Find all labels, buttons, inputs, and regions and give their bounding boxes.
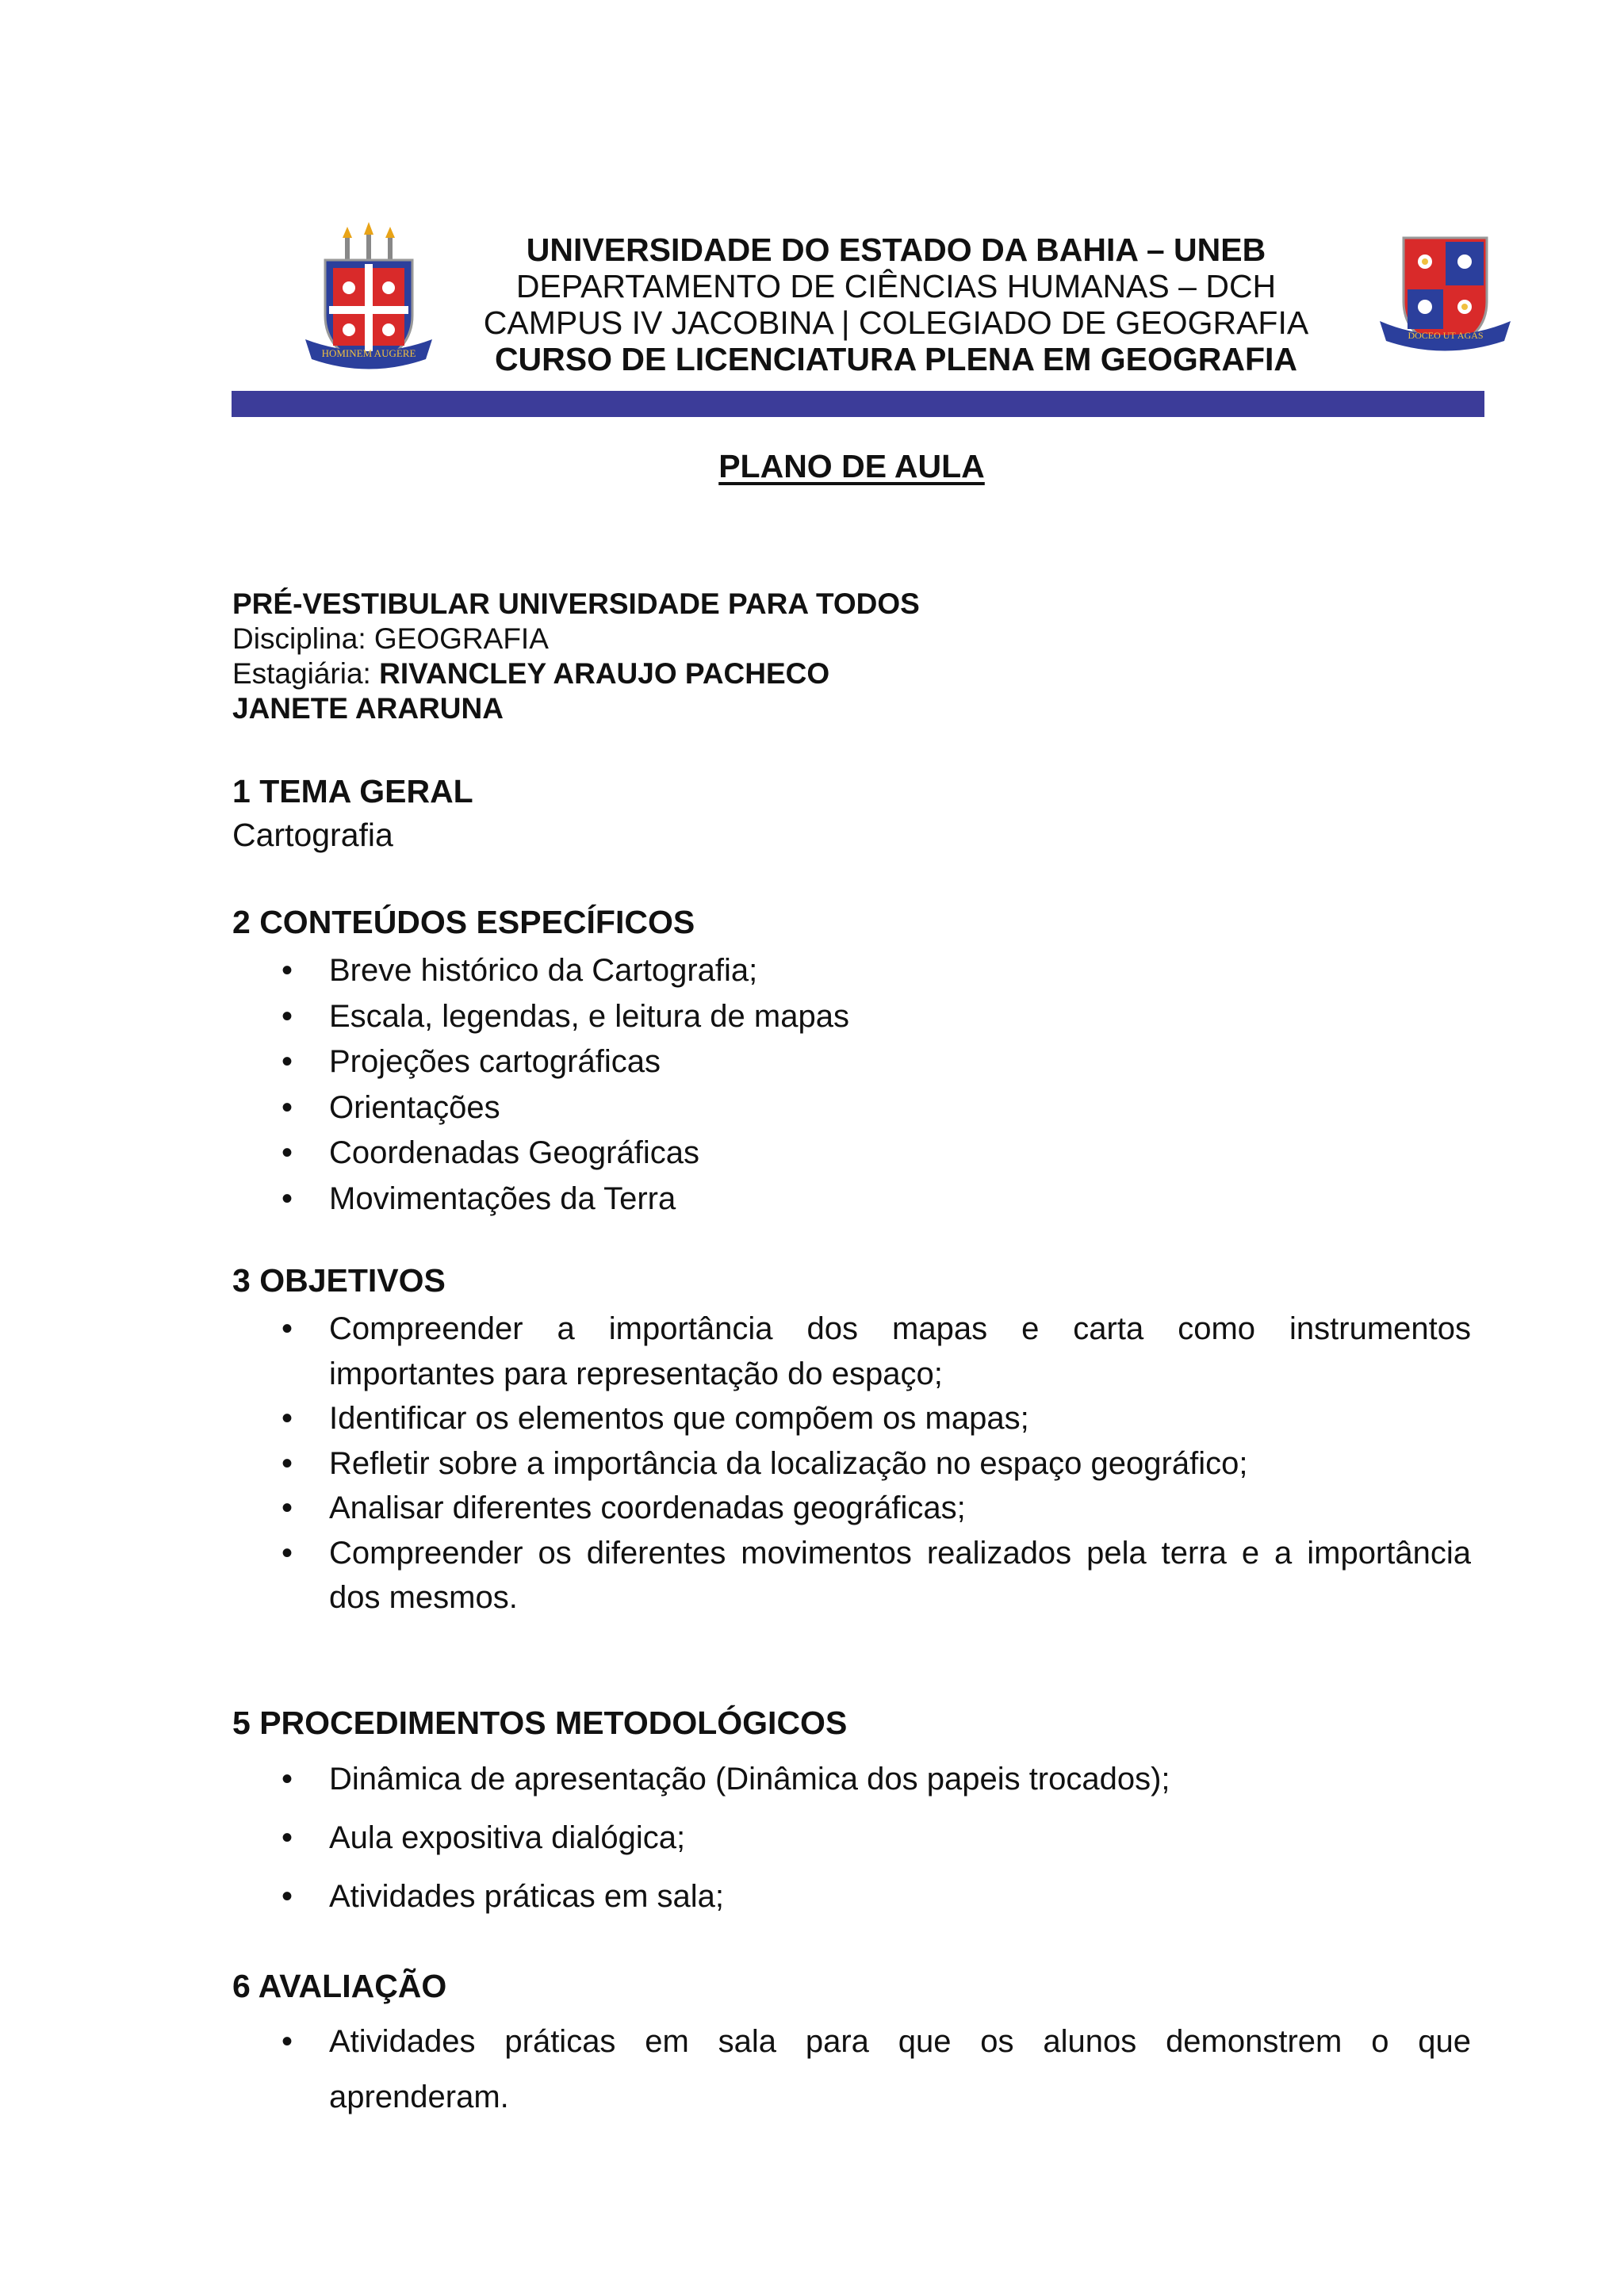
info-block bbox=[232, 587, 920, 726]
discipline-line: Disciplina: GEOGRAFIA bbox=[232, 622, 549, 655]
avaliacao-list bbox=[282, 2014, 1471, 2125]
section-objetivos-title: 3 OBJETIVOS bbox=[232, 1262, 446, 1299]
objetivos-list bbox=[282, 1307, 1471, 1621]
list-item: • Orientações bbox=[282, 1085, 1471, 1131]
procedimentos-list bbox=[282, 1750, 1471, 1926]
right-logo-motto: DOCEO UT AGAS bbox=[1408, 330, 1484, 341]
list-item: • Atividades práticas em sala para que os alunos demonstrem o que aprenderam. bbox=[282, 2014, 1471, 2125]
list-item: • Refletir sobre a importância da localização no espaço geográfico; bbox=[282, 1441, 1471, 1487]
header-university: UNIVERSIDADE DO ESTADO DA BAHIA – UNEB bbox=[526, 232, 1266, 268]
section-avaliacao-title: 6 AVALIAÇÃO bbox=[232, 1968, 447, 2004]
header-course: CURSO DE LICENCIATURA PLENA EM GEOGRAFIA bbox=[494, 341, 1298, 377]
document-title: PLANO DE AULA bbox=[718, 448, 985, 484]
institution-header bbox=[420, 232, 1372, 377]
list-item: • Movimentações da Terra bbox=[282, 1177, 1471, 1223]
list-item: • Identificar os elementos que compõem os mapas; bbox=[282, 1396, 1471, 1441]
list-item: • Analisar diferentes coordenadas geográficas; bbox=[282, 1486, 1471, 1531]
section-procedimentos-title: 5 PROCEDIMENTOS METODOLÓGICOS bbox=[232, 1705, 848, 1741]
list-item: • Compreender os diferentes movimentos realizados pela terra e a importância dos mesmos. bbox=[282, 1531, 1471, 1621]
list-item: • Dinâmica de apresentação (Dinâmica dos papeis trocados); bbox=[282, 1750, 1471, 1808]
intern-line-2: JANETE ARARUNA bbox=[232, 692, 504, 725]
list-item: • Compreender a importância dos mapas e carta como instrumentos importantes para representação do espaço; bbox=[282, 1307, 1471, 1396]
header-department: DEPARTAMENTO DE CIÊNCIAS HUMANAS – DCH bbox=[515, 268, 1277, 304]
section-tema-title: 1 TEMA GERAL bbox=[232, 773, 473, 809]
conteudos-list bbox=[282, 948, 1471, 1222]
section-tema-text: Cartografia bbox=[232, 817, 393, 853]
uneb-crest-logo-left bbox=[301, 220, 436, 379]
list-item: • Coordenadas Geográficas bbox=[282, 1131, 1471, 1177]
course-crest-logo-right bbox=[1376, 234, 1515, 369]
list-item: • Escala, legendas, e leitura de mapas bbox=[282, 994, 1471, 1040]
intern-line: Estagiária: RIVANCLEY ARAUJO PACHECO bbox=[232, 657, 830, 690]
list-item: • Atividades práticas em sala; bbox=[282, 1867, 1471, 1926]
header-divider-bar bbox=[232, 391, 1484, 417]
header-campus: CAMPUS IV JACOBINA | COLEGIADO DE GEOGRAFIA bbox=[483, 304, 1309, 341]
left-logo-motto: HOMINEM AUGERE bbox=[321, 347, 416, 359]
list-item: • Projeções cartográficas bbox=[282, 1039, 1471, 1085]
program-name: PRÉ-VESTIBULAR UNIVERSIDADE PARA TODOS bbox=[232, 587, 920, 620]
list-item: • Breve histórico da Cartografia; bbox=[282, 948, 1471, 994]
list-item: • Aula expositiva dialógica; bbox=[282, 1808, 1471, 1867]
section-conteudos-title: 2 CONTEÚDOS ESPECÍFICOS bbox=[232, 904, 695, 940]
